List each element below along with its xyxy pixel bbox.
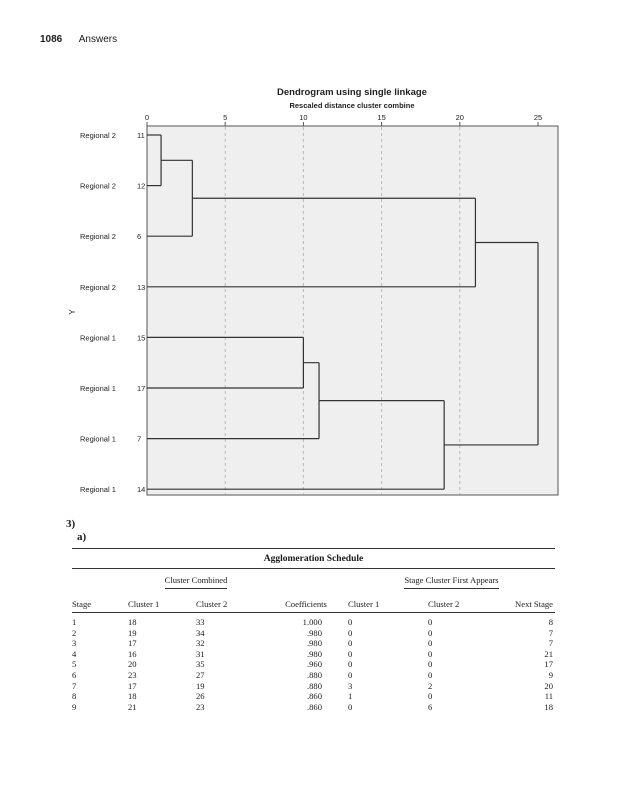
table-row xyxy=(72,670,555,681)
table-cell: 0 xyxy=(428,648,433,659)
table-cell: 20 xyxy=(128,659,137,670)
leaf-id: 11 xyxy=(137,131,145,140)
question-part: a) xyxy=(77,531,87,543)
leaf-id: 12 xyxy=(137,181,146,191)
agglomeration-schedule-table xyxy=(72,548,555,712)
table-cell: 1 xyxy=(348,691,353,702)
table-cell: 0 xyxy=(428,691,433,702)
table-cell: .860 xyxy=(306,701,322,712)
table-row xyxy=(72,691,555,702)
group-header-stage-first-appears: Stage Cluster First Appears xyxy=(348,569,555,593)
table-cell: 2 xyxy=(72,627,77,638)
table-cell: 3 xyxy=(72,638,77,649)
chart-title: Dendrogram using single linkage xyxy=(277,87,427,98)
page-number: 1086 xyxy=(40,34,63,45)
leaf-label: Regional 1 xyxy=(80,333,116,343)
x-tick-label: 0 xyxy=(144,113,150,122)
table-cell: 17 xyxy=(544,659,553,670)
table-cell: 8 xyxy=(548,617,553,627)
table-cell: 5 xyxy=(72,659,77,670)
table-cell: 0 xyxy=(348,627,353,638)
table-cell: 32 xyxy=(196,638,205,649)
plot-area xyxy=(147,126,558,495)
table-cell: 7 xyxy=(72,680,77,691)
leaf-id: 7 xyxy=(137,434,142,444)
table-row xyxy=(72,649,555,660)
table-cell: 21 xyxy=(128,701,137,712)
table-cell: 34 xyxy=(196,627,205,638)
table-cell: 2 xyxy=(428,680,433,691)
table-cell: 0 xyxy=(348,617,353,627)
table-cell: 33 xyxy=(196,617,205,627)
table-row xyxy=(72,638,555,649)
table-cell: .980 xyxy=(306,627,322,638)
table-cell: 20 xyxy=(544,680,553,691)
table-cell: 9 xyxy=(72,701,77,712)
leaf-label: Regional 2 xyxy=(80,181,116,191)
table-title: Agglomeration Schedule xyxy=(72,548,555,569)
table-cell: 16 xyxy=(128,648,137,659)
leaf-id: 13 xyxy=(137,282,146,292)
x-tick-label: 25 xyxy=(533,113,543,122)
x-tick-label: 10 xyxy=(299,113,308,122)
table-cell: 1.000 xyxy=(302,617,322,627)
table-cell: 19 xyxy=(128,627,137,638)
table-cell: 0 xyxy=(428,638,433,649)
table-cell: .980 xyxy=(306,648,322,659)
column-header: Cluster 2 xyxy=(196,593,264,613)
column-header: Next Stage xyxy=(508,593,555,613)
table-cell: 0 xyxy=(348,648,353,659)
table-cell: 7 xyxy=(548,627,553,638)
table-cell: 18 xyxy=(128,691,137,702)
table-cell: 35 xyxy=(196,659,205,670)
table-row xyxy=(72,681,555,692)
table-row xyxy=(72,628,555,639)
column-header: Cluster 2 xyxy=(428,593,508,613)
leaf-label: Regional 2 xyxy=(80,282,116,292)
table-cell: .880 xyxy=(306,680,322,691)
table-cell: 0 xyxy=(428,659,433,670)
column-header: Stage xyxy=(72,593,128,613)
table-cell: 19 xyxy=(196,680,205,691)
table-row xyxy=(72,702,555,713)
table-cell: 6 xyxy=(428,701,433,712)
table-cell: .980 xyxy=(306,638,322,649)
table-cell: 3 xyxy=(348,680,353,691)
table-cell: 6 xyxy=(72,669,77,680)
table-cell: 4 xyxy=(72,648,77,659)
table-cell: 18 xyxy=(544,701,553,712)
table-cell: .960 xyxy=(306,659,322,670)
leaf-label: Regional 1 xyxy=(80,485,116,495)
table-cell: 17 xyxy=(128,680,137,691)
table-cell: 21 xyxy=(544,648,553,659)
table-cell: 0 xyxy=(428,669,433,680)
table-cell: 18 xyxy=(128,617,137,627)
table-cell: 11 xyxy=(544,691,553,702)
table-cell: 0 xyxy=(348,669,353,680)
column-header: Coefficients xyxy=(264,593,348,613)
table-cell: 7 xyxy=(548,638,553,649)
table-row xyxy=(72,613,555,628)
table-cell: 31 xyxy=(196,648,205,659)
table-cell: 17 xyxy=(128,638,137,649)
leaf-id: 14 xyxy=(137,485,146,495)
table-cell: .860 xyxy=(306,691,322,702)
y-axis-label: Y xyxy=(68,309,77,315)
table-cell: 0 xyxy=(348,701,353,712)
leaf-id: 6 xyxy=(137,232,142,242)
group-header-cluster-combined: Cluster Combined xyxy=(128,569,264,593)
x-tick-label: 20 xyxy=(455,113,464,122)
x-tick-label: 15 xyxy=(377,113,386,122)
chart-subtitle: Rescaled distance cluster combine xyxy=(289,101,415,110)
question-number: 3) xyxy=(66,518,76,530)
table-cell: 1 xyxy=(72,617,77,627)
table-cell: 0 xyxy=(428,617,433,627)
table-cell: 0 xyxy=(428,627,433,638)
table-cell: 0 xyxy=(348,659,353,670)
table-cell: 8 xyxy=(72,691,77,702)
leaf-label: Regional 2 xyxy=(80,232,116,242)
leaf-label: Regional 2 xyxy=(80,131,116,140)
table-cell: 23 xyxy=(196,701,205,712)
table-cell: .880 xyxy=(306,669,322,680)
table-cell: 9 xyxy=(548,669,553,680)
leaf-id: 15 xyxy=(137,333,146,343)
table-cell: 0 xyxy=(348,638,353,649)
table-cell: 26 xyxy=(196,691,205,702)
leaf-label: Regional 1 xyxy=(80,384,116,393)
table-cell: 27 xyxy=(196,669,205,680)
x-tick-label: 5 xyxy=(223,113,228,122)
leaf-id: 17 xyxy=(137,384,146,393)
column-header: Cluster 1 xyxy=(348,593,428,613)
table-row xyxy=(72,659,555,670)
column-header: Cluster 1 xyxy=(128,593,196,613)
leaf-label: Regional 1 xyxy=(80,434,116,444)
table-cell: 23 xyxy=(128,669,137,680)
section-title: Answers xyxy=(78,34,118,45)
